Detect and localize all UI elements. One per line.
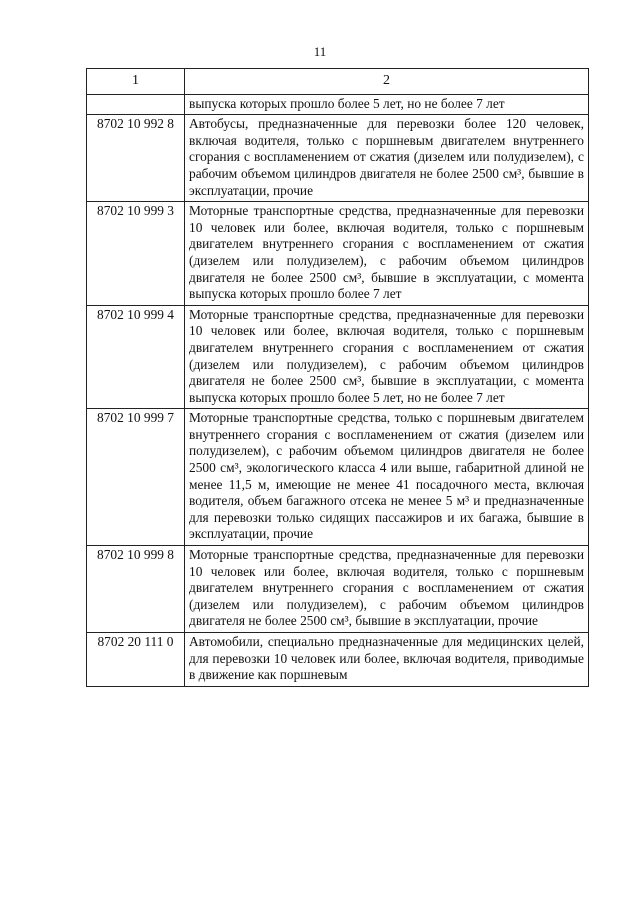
column-header-description: 2 xyxy=(185,69,589,95)
page-number: 11 xyxy=(313,44,327,59)
table-header-row xyxy=(87,69,589,95)
row-description: Моторные транспортные средства, предназначенные для перевозки 10 человек или более, включая водителя, только с поршневым двигателем внутреннего сгорания с воспламенением от сжатия (дизелем или полудизелем), с рабочим объемом цилиндров двигателя не более 2500 см³, бывшие в эксплуатации, прочие xyxy=(185,546,589,633)
table-row xyxy=(87,546,589,633)
row-code: 8702 10 999 7 xyxy=(87,409,185,546)
row-description: выпуска которых прошло более 5 лет, но не более 7 лет xyxy=(185,94,589,115)
row-description: Моторные транспортные средства, предназначенные для перевозки 10 человек или более, включая водителя, только с поршневым двигателем внутреннего сгорания с воспламенением от сжатия (дизелем или полудизелем), с рабочим объемом цилиндров двигателя не более 2500 см³, бывшие в эксплуатации, с момента выпуска которых прошло более 5 лет, но не более 7 лет xyxy=(185,305,589,409)
row-code: 8702 10 999 4 xyxy=(87,305,185,409)
table-row xyxy=(87,409,589,546)
row-description: Автобусы, предназначенные для перевозки более 120 человек, включая водителя, только с поршневым двигателем внутреннего сгорания с воспламенением от сжатия (дизелем или полудизелем), с рабочим объемом цилиндров двигателя не более 2500 см³, бывшие в эксплуатации, прочие xyxy=(185,115,589,202)
table-row xyxy=(87,115,589,202)
table-row xyxy=(87,202,589,306)
row-code: 8702 10 992 8 xyxy=(87,115,185,202)
row-code: 8702 20 111 0 xyxy=(87,633,185,687)
row-code xyxy=(87,94,185,115)
table-row xyxy=(87,94,589,115)
table-row xyxy=(87,633,589,687)
column-header-code: 1 xyxy=(87,69,185,95)
row-description: Моторные транспортные средства, предназначенные для перевозки 10 человек или более, включая водителя, только с поршневым двигателем внутреннего сгорания с воспламенением от сжатия (дизелем или полудизелем), с рабочим объемом цилиндров двигателя не более 2500 см³, бывшие в эксплуатации, с момента выпуска которых прошло более 7 лет xyxy=(185,202,589,306)
row-description: Автомобили, специально предназначенные для медицинских целей, для перевозки 10 человек или более, включая водителя, приводимые в движение как поршневым xyxy=(185,633,589,687)
row-code: 8702 10 999 3 xyxy=(87,202,185,306)
row-description: Моторные транспортные средства, только с поршневым двигателем внутреннего сгорания с воспламенением от сжатия (дизелем или полудизелем), с рабочим объемом цилиндров двигателя не более 2500 см³, экологического класса 4 или выше, габаритной длиной не менее 11,5 м, имеющие не менее 41 посадочного места, включая водителя, объем багажного отсека не менее 5 м³ и предназначенные для перевозки только сидящих пассажиров и их багажа, бывшие в эксплуатации, прочие xyxy=(185,409,589,546)
table-row xyxy=(87,305,589,409)
row-code: 8702 10 999 8 xyxy=(87,546,185,633)
tariff-codes-table xyxy=(86,68,589,687)
